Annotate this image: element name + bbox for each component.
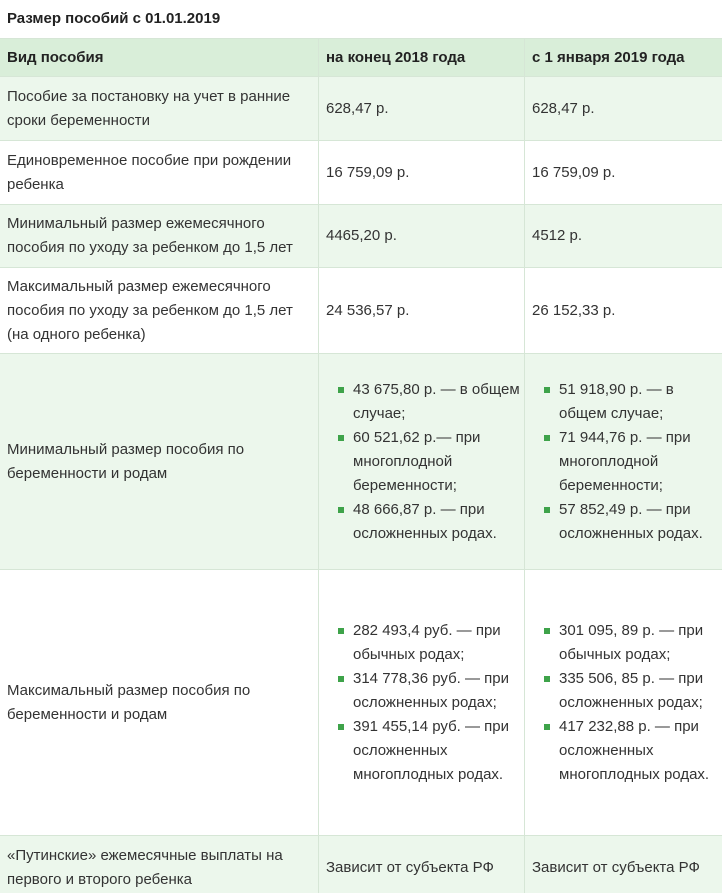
row-value-2019: 16 759,09 р. — [525, 141, 722, 205]
table-row — [0, 570, 722, 836]
list-item: 314 778,36 руб. — при осложненных родах; — [331, 667, 522, 715]
amount-list-2019 — [537, 378, 721, 546]
row-benefit-type: Максимальный размер пособия по беременности и родам — [0, 570, 319, 836]
row-value-2019: Зависит от субъекта РФ — [525, 836, 722, 893]
row-benefit-type: Пособие за постановку на учет в ранние сроки беременности — [0, 77, 319, 141]
header-from-2019: с 1 января 2019 года — [525, 39, 722, 77]
amount-list-2018 — [331, 619, 522, 787]
amount-list-2018 — [331, 378, 522, 546]
list-item: 71 944,76 р. — при многоплодной беременности; — [537, 426, 721, 498]
table-row — [0, 836, 722, 893]
benefits-table — [0, 38, 722, 893]
list-item: 60 521,62 р.— при многоплодной беременности; — [331, 426, 522, 498]
green-square-bullet-icon — [544, 387, 550, 393]
row-value-2019: 26 152,33 р. — [525, 268, 722, 354]
green-square-bullet-icon — [338, 676, 344, 682]
list-item: 391 455,14 руб. — при осложненных многоплодных родах. — [331, 715, 522, 787]
green-square-bullet-icon — [338, 724, 344, 730]
row-value-2018: 24 536,57 р. — [319, 268, 525, 354]
list-item: 282 493,4 руб. — при обычных родах; — [331, 619, 522, 667]
row-value-2018: 16 759,09 р. — [319, 141, 525, 205]
green-square-bullet-icon — [544, 435, 550, 441]
amount-list-2019 — [537, 619, 721, 787]
row-list-2019 — [525, 354, 722, 570]
list-item: 57 852,49 р. — при осложненных родах. — [537, 498, 721, 546]
table-row — [0, 205, 722, 268]
table-row — [0, 77, 722, 141]
list-item: 43 675,80 р. — в общем случае; — [331, 378, 522, 426]
row-benefit-type: Минимальный размер ежемесячного пособия по уходу за ребенком до 1,5 лет — [0, 205, 319, 268]
row-benefit-type: Единовременное пособие при рождении ребенка — [0, 141, 319, 205]
row-value-2018: 628,47 р. — [319, 77, 525, 141]
row-value-2018: 4465,20 р. — [319, 205, 525, 268]
header-benefit-type: Вид пособия — [0, 39, 319, 77]
row-list-2018 — [319, 570, 525, 836]
green-square-bullet-icon — [544, 724, 550, 730]
green-square-bullet-icon — [338, 387, 344, 393]
green-square-bullet-icon — [544, 676, 550, 682]
list-item: 301 095, 89 р. — при обычных родах; — [537, 619, 721, 667]
row-benefit-type: Минимальный размер пособия по беременности и родам — [0, 354, 319, 570]
green-square-bullet-icon — [544, 507, 550, 513]
list-item: 51 918,90 р. — в общем случае; — [537, 378, 721, 426]
row-list-2019 — [525, 570, 722, 836]
row-value-2019: 628,47 р. — [525, 77, 722, 141]
row-value-2019: 4512 р. — [525, 205, 722, 268]
list-item: 48 666,87 р. — при осложненных родах. — [331, 498, 522, 546]
row-value-2018: Зависит от субъекта РФ — [319, 836, 525, 893]
header-end-2018: на конец 2018 года — [319, 39, 525, 77]
row-list-2018 — [319, 354, 525, 570]
row-benefit-type: «Путинские» ежемесячные выплаты на первого и второго ребенка — [0, 836, 319, 893]
green-square-bullet-icon — [544, 628, 550, 634]
green-square-bullet-icon — [338, 507, 344, 513]
table-row — [0, 354, 722, 570]
table-row — [0, 141, 722, 205]
table-row — [0, 268, 722, 354]
table-header-row — [0, 39, 722, 77]
row-benefit-type: Максимальный размер ежемесячного пособия по уходу за ребенком до 1,5 лет (на одного ребенка) — [0, 268, 319, 354]
table-caption: Размер пособий с 01.01.2019 — [0, 0, 722, 38]
list-item: 335 506, 85 р. — при осложненных родах; — [537, 667, 721, 715]
list-item: 417 232,88 р. — при осложненных многоплодных родах. — [537, 715, 721, 787]
green-square-bullet-icon — [338, 628, 344, 634]
green-square-bullet-icon — [338, 435, 344, 441]
